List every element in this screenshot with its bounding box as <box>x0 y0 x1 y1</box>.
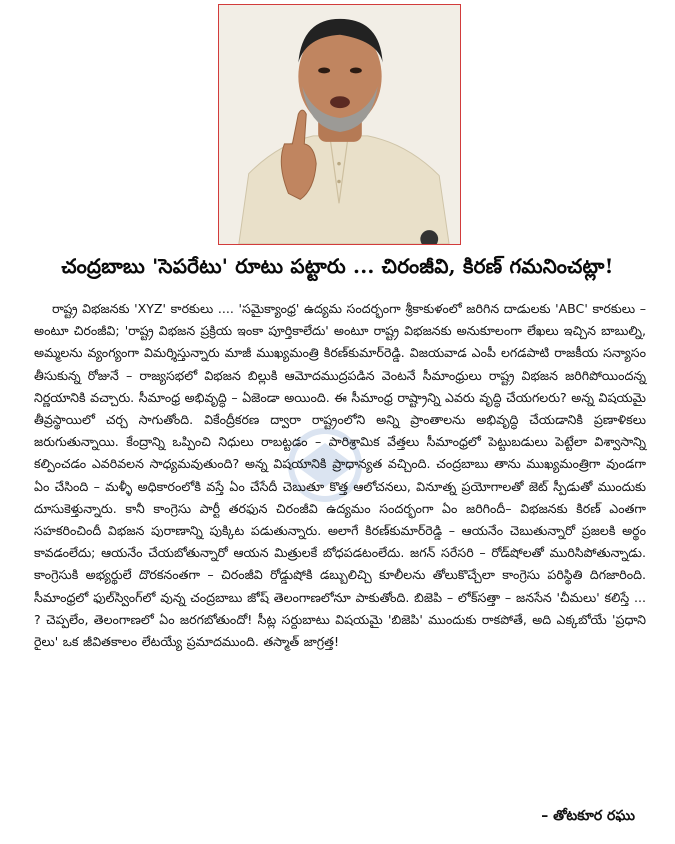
article-headline: చంద్రబాబు 'సెపరేటు' రూటు పట్టారు ... చిరంజీవి, కిరణ్ గమనించట్లా! <box>61 254 614 278</box>
article-paragraph: రాష్ట్ర విభజనకు 'XYZ' కారకులు .... 'సమైక్యాంధ్ర' ఉద్యమ సందర్భంగా శ్రీకాకుళంలో జరిగిన దాడులకు 'ABC' కారకులు – అంటూ చిరంజీవి; 'రాష్ట్ర విభజన ప్రక్రియ ఇంకా పూర్తికాలేదు' అంటూ రాష్ట్ర విభజనకు అనుకూలంగా లేఖలు ఇచ్చిన బాబుల్ని, అమ్మలను వ్యంగ్యంగా విమర్శిస్తున్నారు మాజీ ముఖ్యమంత్రి కిరణ్‌కుమార్‌రెడ్డి. విజయవాడ ఎంపీ లగడపాటి రాజకీయ సన్యాసం తీసుకున్న రోజునే – రాజ్యసభలో విభజన బిల్లుకి ఆమోదముద్రపడిన వెంటనే సీమాంధ్రులు రాష్ట్ర విభజన జరిగిపోయిందన్న నిర్ణయానికి వచ్చారు. సీమాంధ్ర అభివృద్ధి – ఏజెండా అయింది. ఈ సీమాంధ్ర రాష్ట్రాన్ని ఎవరు వృద్ధి చేయగలరు? అన్న విషయమై తీవ్రస్థాయిలో చర్చ సాగుతోంది. వికేంద్రీకరణ ద్వారా రాష్ట్రంలోని అన్ని ప్రాంతాలను అభివృద్ధి చేయడానికి ప్రణాళికలు జరుగుతున్నాయి. కేంద్రాన్ని ఒప్పించి నిధులు రాబట్టడం – పారిశ్రామిక వేత్తలు సీమాంధ్రలో పెట్టుబడులు పెట్టేలా విశ్వాసాన్ని కల్పించడం ఎవరివలన సాధ్యమవుతుంది? అన్న విషయానికి ప్రాధాన్యత వచ్చింది. చంద్రబాబు తాను ముఖ్యమంత్రిగా వుండగా ఏం చేసింది – మళ్ళీ అధికారంలోకి వస్తే ఏం చేసేదీ చెబుతూ కొత్త ఆలోచనలు, వినూత్న ప్రయోగాలతో జెట్ స్పీడుతో ముందుకు దూసుకెళ్తున్నారు. కానీ కాంగ్రెసు పార్టీ తరఫున చిరంజీవి ఉద్యమం సందర్భంగా ఏం జరిగిందీ– విభజనకు కిరణ్ ఎంతగా సహకరించిందీ విభజన పురాణాన్ని పుక్కిట పడుతున్నారు. అలాగే కిరణ్‌కుమార్‌రెడ్డి – ఆయనేం చెబుతున్నారో ప్రజలకి అర్థం కావడంలేదు; ఆయనేం చేయబోతున్నారో ఆయన మిత్రులకే బోధపడటంలేదు. జగన్ సరేసరి – రోడ్‌షోలతో మురిసిపోతున్నాడు. కాంగ్రెసుకి అభ్యర్థులే దొరకనంతగా – చిరంజీవి రోడ్డుషోకి డబ్బులిచ్చి కూలీలను తోలుకొచ్చేలా కాంగ్రెసు పరిస్థితి దిగజారింది. సీమాంధ్రలో ఫుల్‌స్వింగ్‌లో వున్న చంద్రబాబు జోష్ తెలంగాణలోనూ పాకుతోంది. బిజెపి – లోక్‌సత్తా – జనసేన 'చీమలు' కలిస్తే ... ? చెప్పలేం, తెలంగాణలో ఏం జరగబోతుందో! సీట్ల సర్దుబాటు విషయమై 'బిజెపి' ముందుకు రాకపోతే, అది ఎక్కబోయే 'ప్రధాని రైలు' ఒక జీవితకాలం లేటయ్యే ప్రమాదముంది. తస్మాత్ జాగ్రత్త! <box>34 301 646 650</box>
article-photo <box>218 4 461 245</box>
portrait-photo <box>219 5 460 244</box>
author-byline: – తోటకూర రఘు <box>541 808 635 824</box>
article-body <box>34 298 646 653</box>
